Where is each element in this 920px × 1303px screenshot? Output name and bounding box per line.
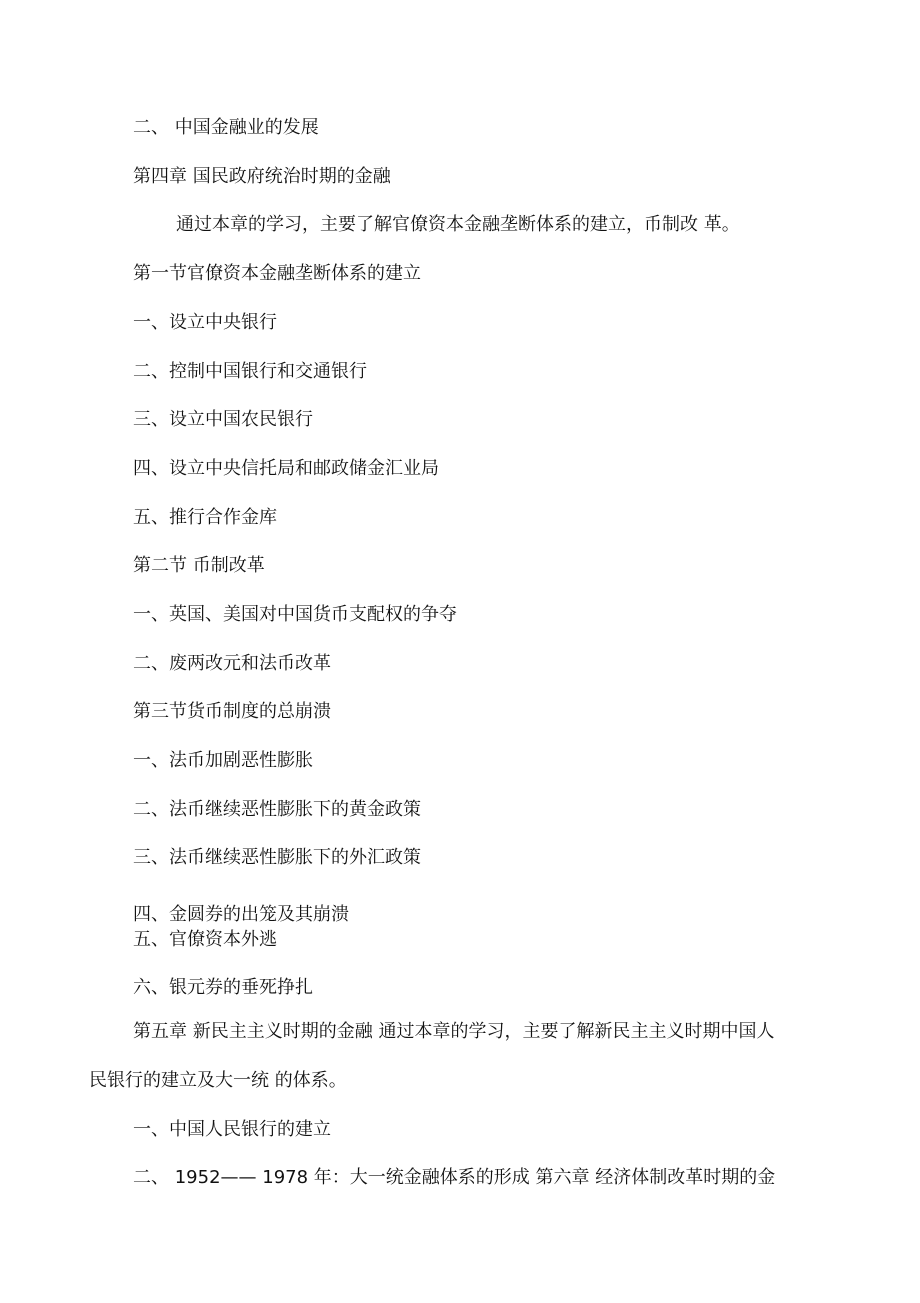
text-line: 二、控制中国银行和交通银行 bbox=[133, 361, 367, 382]
text-line: 一、英国、美国对中国货币支配权的争夺 bbox=[133, 604, 457, 625]
text-line: 二、废两改元和法币改革 bbox=[133, 653, 331, 674]
text-line: 第五章 新民主主义时期的金融 通过本章的学习，主要了解新民主主义时期中国人 bbox=[133, 1021, 775, 1042]
text-line: 一、中国人民银行的建立 bbox=[133, 1119, 331, 1140]
text-line: 二、法币继续恶性膨胀下的黄金政策 bbox=[133, 799, 421, 820]
text-line: 第三节货币制度的总崩溃 bbox=[133, 701, 331, 722]
text-line: 通过本章的学习，主要了解官僚资本金融垄断体系的建立，币制改 革。 bbox=[176, 214, 740, 235]
text-line: 二、 1952—— 1978 年：大一统金融体系的形成 第六章 经济体制改革时期的金 bbox=[133, 1167, 776, 1188]
text-line: 三、设立中国农民银行 bbox=[133, 409, 313, 430]
text-line: 六、银元券的垂死挣扎 bbox=[133, 977, 313, 998]
text-line: 第一节官僚资本金融垄断体系的建立 bbox=[133, 263, 421, 284]
text-line: 第四章 国民政府统治时期的金融 bbox=[133, 166, 391, 187]
text-line: 五、推行合作金库 bbox=[133, 507, 277, 528]
text-line: 三、法币继续恶性膨胀下的外汇政策 bbox=[133, 847, 421, 868]
text-line: 四、设立中央信托局和邮政储金汇业局 bbox=[133, 458, 439, 479]
text-line: 二、 中国金融业的发展 bbox=[133, 117, 319, 138]
text-line: 第二节 币制改革 bbox=[133, 555, 265, 576]
text-line: 五、官僚资本外逃 bbox=[133, 929, 277, 950]
text-line: 四、金圆券的出笼及其崩溃 bbox=[133, 904, 349, 925]
text-line: 一、法币加剧恶性膨胀 bbox=[133, 750, 313, 771]
text-line: 民银行的建立及大一统 的体系。 bbox=[89, 1070, 347, 1091]
text-line: 一、设立中央银行 bbox=[133, 312, 277, 333]
